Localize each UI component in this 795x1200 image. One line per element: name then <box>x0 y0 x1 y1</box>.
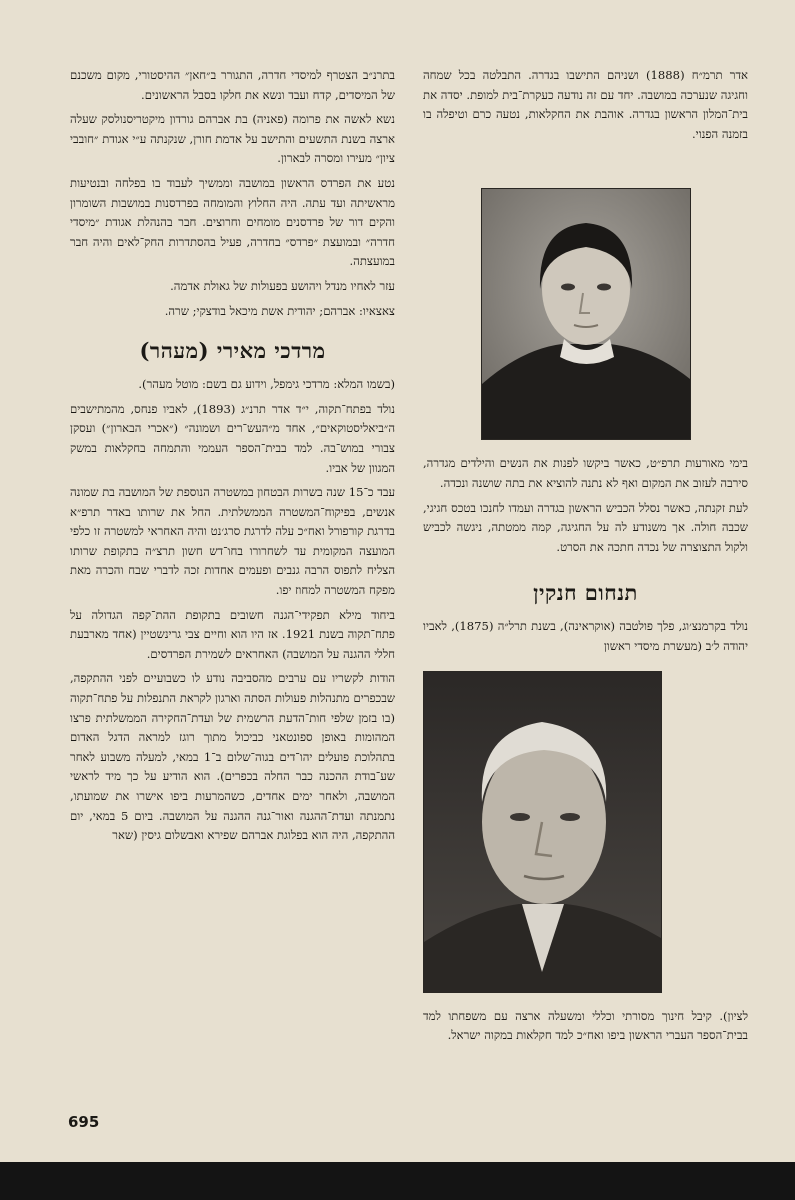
paragraph: נולד בפתח־תקוה, י״ד אדר תרנ״ג (1893), לאביו פנחס, מהמתישבים ה״ביאליסטוקאים״, אחד מ״העש־רים ושמונה״ (״אכרי הבארון״) ועסקן צבורי במוש־בה. למד בבית־הספר העממי והתמחה בחקלאות במשק המגוון של אביו. <box>70 401 395 475</box>
paragraph: ביחוד מילא תפקידי־הגנה חשובים בתקופת ההת־קפה הגדולה על פתח־תקוה בשנת 1921. אז היו הוא וחיים צבי גרינשטיין (אחד מארבעת חללי ההגנה על המושבה) האחראים לשמירת הפרדסים. <box>70 607 395 661</box>
paragraph: בתרנ״ב הצטרף למיסדי חדרה, התגורר ב״חאן״ ההיסטורי, מקום משכנם של המיסדים, קדח ועבד ונשא את חלקו בסבל הראשונים. <box>70 68 395 102</box>
portrait-man-image <box>424 672 661 992</box>
paragraph: לעת זקנתה, כאשר נסלל הכביש הראשון בגדרה ועמדו לחנכו בטכס חגיגי, שכבה חולה. אך משנודע לה על החגיגה, קמה ממטתה, ניגשה לכביש ולקול התצוצרה של נכדה חתכה את הסרט. <box>423 500 748 554</box>
paragraph: בימי מאורעות תרפ״ט, כאשר ביקשו לפנות את הנשים והילדים מגדרה, סירבה לעזוב את המקום ואף לא נתנה להוציא את בתה שושנה ונכדה. <box>423 456 748 490</box>
left-column <box>70 66 395 851</box>
paragraph: לציון). קיבל חינוך מסורתי וכללי ומשעלה ארצה עם משפחתו למד בבית־הספר העברי הראשון ביפו ואח״כ למד חקלאות במקוה ישראל. <box>423 1008 748 1043</box>
scan-bottom-edge <box>0 1162 795 1200</box>
paragraph: נולד בקרמנצ׳וג, פלך פולטבה (אוקראינה), בשנת תרל״ה (1875), לאביו יהודה ל׳ב (מעשרת מיסדי ראשון <box>423 619 748 653</box>
biography-title: תנחום חנקין <box>533 580 638 606</box>
portrait-photo-woman <box>481 188 691 440</box>
paragraph: אדר תרמ״ח (1888) ושניהם התישבו בגדרה. התבלטה בכל שמחה וחגיגה שנערכה במושבה. יחד עם זה נודעה כעקרת־בית למופת. יסדה את בית־המלון הראשון בגדרה. אוהבת את החקלאות, נטעה כרם וטיפלה בו בזמנה הפנוי. <box>423 68 748 141</box>
portrait-photo-man <box>423 671 662 993</box>
name-note: (בשמו המלא: מרדכי גימפל, וידוע גם בשם: מוטל מעהר). <box>138 377 395 392</box>
descendants: צאצאיו: אברהם; יהודית אשת מיכאל בודצקי; שרה. <box>164 303 395 318</box>
paragraph: עבד כ־15 שנה בשרות הבטחון במשטרה הנוספת של המושבה בת שמונה אנשים, בפיקוח־המשטרה הממשלתית. החל את שרותו באדר תרפ״א בדרגת קורפורל ואח״כ עלה לדרגת סרג׳נט והיה האחראי למשטרה זו כלפי המועצה המקומית עד לשחרורו בחו־דש חשון תרצ״ה בתקופת שרותו הצליח לתפוס הרבה גנבים ופעמים אחדות זכה לדברי שבח והכרה מאת מפקח המשטרה למחוז יפו. <box>70 485 396 598</box>
page-number: 695 <box>68 1113 100 1131</box>
portrait-woman-image <box>482 189 690 439</box>
biography-title: מרדכי מאירי (מעהר) <box>139 338 326 364</box>
paragraph: הודות לקשריו עם ערבים מהסביבה נודע לו כשבועיים לפני ההתקפה, שבכפרים מתנהלות פעולות הסתה וארגון לקראת התנפלות על פתח־תקוה (בו בזמן שלפי חות־הדעת הרשמית של ועדת־החקירה הממשלתית פרצו המהומות באופן ספונטאני כביכול מתוך רוגז למראה הדגל האדום בתהלוכת פועלים יהו־דים בגוה־שלום ב־1 במאי, למעלה משבוע לאחר שע־בודת ההכנה כבר החלה בכפרים). הוא הודיע על כך מיד לראשי המושבה, ולאחר ימים אחדים, כשהמרעות ביפו אישרו את שמועתו, נתמנתה ועדת־ההגנה ואור־גנה ההגנה על המושבה. ביום 5 במאי, יום ההתקפה, היה הוא בפלוגת אברהם שפירא ואבשלום גיסין (שאר <box>70 671 395 843</box>
right-column <box>423 66 748 1051</box>
paragraph: נטע את הפרדס הראשון במושבה וממשיך לעבוד בו בפלחה ובנטיעות מראשיתה ועד עתה. היה החלוץ והמומחה בפרדסנות במושבות השומרון והקים דור של פרדסנים מומחים וחרוצים. חבר בהנהלת אגודת ״מיסדי חדרה״ ובמועצת ״פרדס״ בחדרה, פעיל בהסתדרות החק־לאים והיה חבר במועצתה. <box>70 175 395 269</box>
paragraph: נשא לאשה את פרומה (פאניה) בת אברהם גורדון מיקטריסנולסק שעלה ארצה בשנת התשעים והתישב על אדמת חורן, שנקנתה ע״י אגודת ״חובבי ציון״ מעירו ומסרה לבארון. <box>70 112 395 166</box>
paragraph: עזר לאחיו מנדל ויהושע בפעולות של גאולת אדמה. <box>170 278 395 293</box>
